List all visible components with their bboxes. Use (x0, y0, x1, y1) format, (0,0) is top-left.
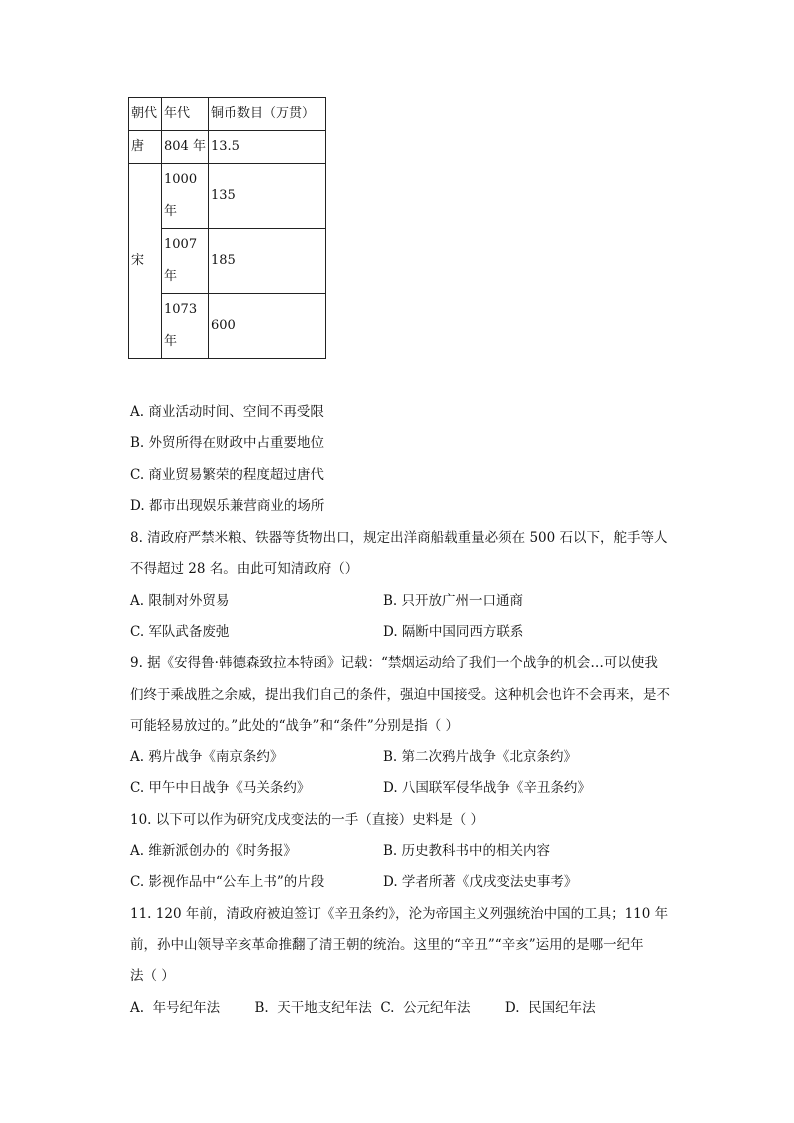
q7-option-b: B. 外贸所得在财政中占重要地位 (130, 435, 325, 451)
q9-option-c: C. 甲午中日战争《马关条约》 (130, 780, 311, 796)
q9-option-b: B. 第二次鸦片战争《北京条约》 (383, 749, 578, 765)
cell-year: 804 年 (162, 131, 209, 164)
q9-option-a: A. 鸦片战争《南京条约》 (130, 749, 284, 765)
year-unit: 年 (164, 269, 178, 284)
q7-option-c: C. 商业贸易繁荣的程度超过唐代 (130, 467, 324, 483)
year-unit: 年 (164, 204, 178, 219)
q10-option-b: B. 历史教科书中的相关内容 (383, 843, 551, 859)
year-number: 1007 (164, 237, 198, 252)
header-coin-count: 铜币数目（万贯） (209, 98, 326, 131)
table-row (129, 131, 326, 164)
q10-option-a: A. 维新派创办的《时务报》 (130, 843, 297, 859)
year-number: 1000 (164, 172, 198, 187)
q7-option-a: A. 商业活动时间、空间不再受限 (130, 404, 324, 420)
cell-year (162, 229, 209, 294)
cell-dynasty-song: 宋 (129, 164, 162, 359)
q9-stem-line3: 可能轻易放过的。”此处的“战争”和“条件”分别是指（ ） (130, 718, 460, 734)
q11-options: A. 年号纪年法 B. 天干地支纪年法 C. 公元纪年法 D. 民国纪年法 (130, 1000, 596, 1016)
q9-stem-line2: 们终于乘战胜之余威，提出我们自己的条件，强迫中国接受。这种机会也许不会再来，是不 (130, 687, 670, 703)
year-unit: 年 (164, 334, 178, 349)
q8-option-c: C. 军队武备废弛 (130, 624, 230, 640)
q11-stem-line2: 前，孙中山领导辛亥革命推翻了清王朝的统治。这里的“辛丑”“辛亥”运用的是哪一纪年 (130, 937, 644, 953)
q10-stem-line1: 10. 以下可以作为研究戊戌变法的一手（直接）史料是（ ） (130, 812, 485, 828)
cell-value: 185 (209, 229, 326, 294)
q8-stem-line2: 不得超过 28 名。由此可知清政府（） (130, 561, 359, 577)
q8-stem-line1: 8. 清政府严禁米粮、铁器等货物出口，规定出洋商船载重量必须在 500 石以下，舵手等人 (130, 530, 668, 546)
q10-option-d: D. 学者所著《戊戌变法史事考》 (383, 874, 578, 890)
q8-option-d: D. 隔断中国同西方联系 (383, 624, 524, 640)
cell-dynasty-tang: 唐 (129, 131, 162, 164)
year-number: 1073 (164, 302, 198, 317)
q7-option-d: D. 都市出现娱乐兼营商业的场所 (130, 498, 325, 514)
q11-stem-line3: 法（ ） (130, 968, 175, 984)
q8-option-a: A. 限制对外贸易 (130, 593, 230, 609)
table-row (129, 164, 326, 229)
header-year: 年代 (162, 98, 209, 131)
cell-year (162, 294, 209, 359)
q11-stem-line1: 11. 120 年前，清政府被迫签订《辛丑条约》，沦为帝国主义列强统治中国的工具；110 年 (130, 906, 669, 922)
q9-option-d: D. 八国联军侵华战争《辛丑条约》 (383, 780, 591, 796)
cell-value: 13.5 (209, 131, 326, 164)
q9-stem-line1: 9. 据《安得鲁·韩德森致拉本特函》记载：“禁烟运动给了我们一个战争的机会…可以使我 (130, 655, 658, 671)
q10-option-c: C. 影视作品中“公车上书”的片段 (130, 874, 325, 890)
table-header-row (129, 98, 326, 131)
header-dynasty: 朝代 (129, 98, 162, 131)
cell-value: 135 (209, 164, 326, 229)
cell-value: 600 (209, 294, 326, 359)
copper-coin-table (128, 97, 326, 359)
q8-option-b: B. 只开放广州一口通商 (383, 593, 524, 609)
cell-year (162, 164, 209, 229)
